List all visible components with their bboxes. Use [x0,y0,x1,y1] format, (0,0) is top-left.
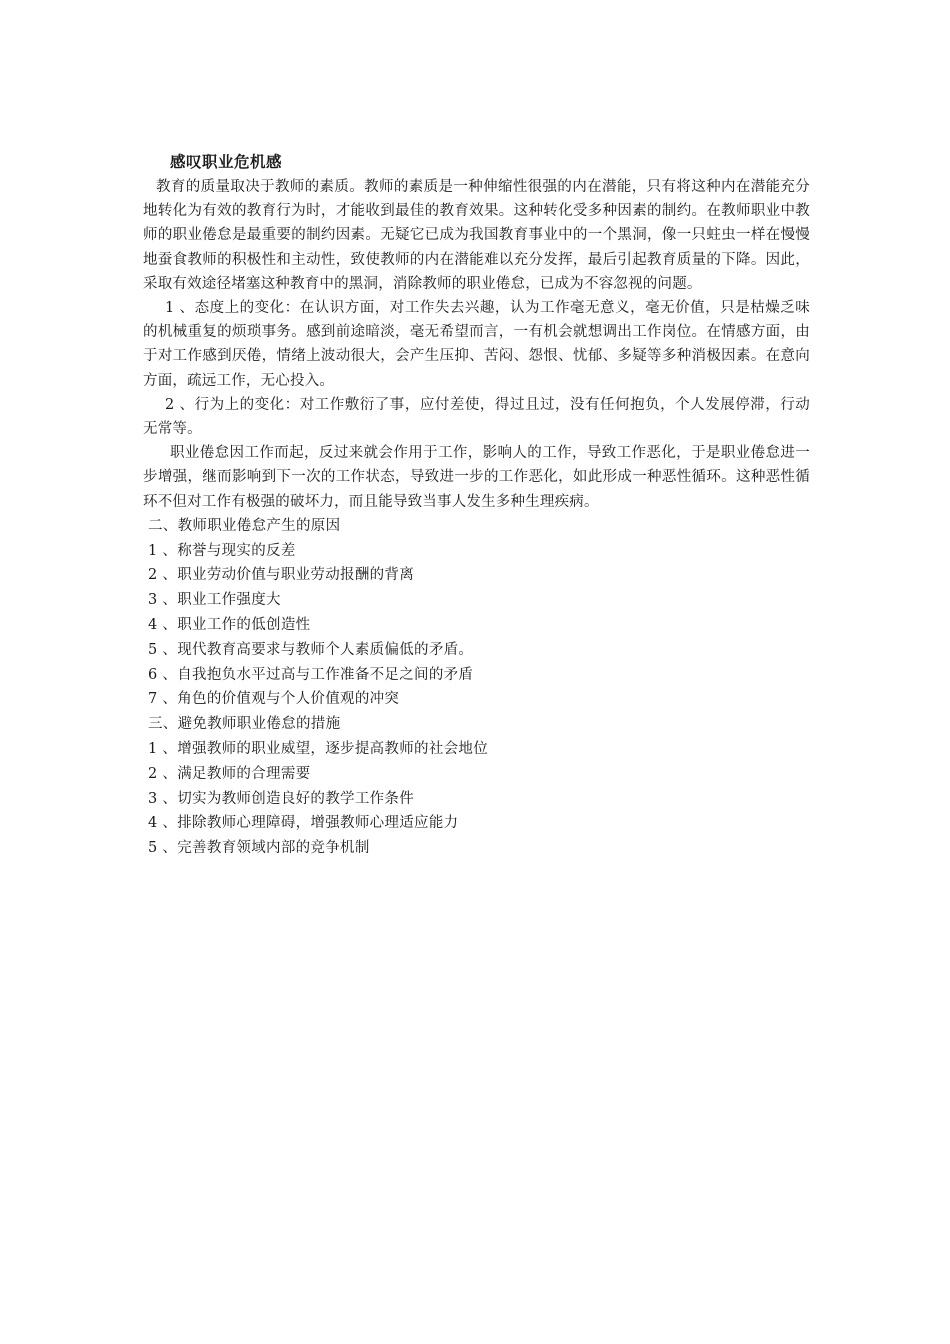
list-item: 3 、切实为教师创造良好的教学工作条件 [148,790,415,807]
list-item: 4 、职业工作的低创造性 [148,617,311,634]
list-item: 1 、增强教师的职业威望，逐步提高教师的社会地位 [148,741,489,758]
list-item: 5 、现代教育高要求与教师个人素质偏低的矛盾。 [148,641,474,658]
list-item: 3 、职业工作强度大 [148,592,281,609]
causes-list [143,539,810,713]
list-item: 2 、职业劳动价值与职业劳动报酬的背离 [148,567,415,584]
list-item: 1 、称誉与现实的反差 [148,542,296,559]
attitude-change-paragraph: 1 、态度上的变化：在认识方面，对工作失去兴趣，认为工作毫无意义，毫无价值，只是枯燥乏味的机械重复的烦琐事务。感到前途暗淡，毫无希望而言，一有机会就想调出工作岗位。在情感方面，由于对工作感到厌倦，情绪上波动很大，会产生压抑、苦闷、怨恨、忧郁、多疑等多种消极因素。在意向方面，疏远工作，无心投入。 [143,300,810,389]
measures-list [143,737,810,861]
document-page [143,150,810,861]
section-heading-measures: 三、避免教师职业倦怠的措施 [148,716,341,733]
list-item: 6 、自我抱负水平过高与工作准备不足之间的矛盾 [148,666,474,683]
section-heading-causes: 二、教师职业倦怠产生的原因 [148,517,341,534]
intro-paragraph: 教育的质量取决于教师的素质。教师的素质是一种伸缩性很强的内在潜能，只有将这种内在潜能充分地转化为有效的教育行为时，才能收到最佳的教育效果。这种转化受多种因素的制约。在教师职业中教师的职业倦怠是最重要的制约因素。无疑它已成为我国教育事业中的一个黑洞，像一只蛀虫一样在慢慢地蚕食教师的积极性和主动性，致使教师的内在潜能难以充分发挥，最后引起教育质量的下降。因此，采取有效途径堵塞这种教育中的黑洞，消除教师的职业倦怠，已成为不容忽视的问题。 [143,179,810,292]
document-title: 感叹职业危机感 [170,153,283,171]
behavior-change-paragraph: 2 、行为上的变化：对工作敷衍了事，应付差使，得过且过，没有任何抱负，个人发展停滞，行动无常等。 [143,396,810,438]
list-item: 7 、角色的价值观与个人价值观的冲突 [148,691,400,708]
list-item: 4 、排除教师心理障碍，增强教师心理适应能力 [148,815,459,832]
list-item: 5 、完善教育领域内部的竞争机制 [148,840,370,857]
list-item: 2 、满足教师的合理需要 [148,765,311,782]
vicious-cycle-paragraph: 职业倦怠因工作而起，反过来就会作用于工作，影响人的工作，导致工作恶化，于是职业倦怠进一步增强，继而影响到下一次的工作状态，导致进一步的工作恶化，如此形成一种恶性循环。这种恶性循环不但对工作有极强的破坏力，而且能导致当事人发生多种生理疾病。 [143,445,810,510]
